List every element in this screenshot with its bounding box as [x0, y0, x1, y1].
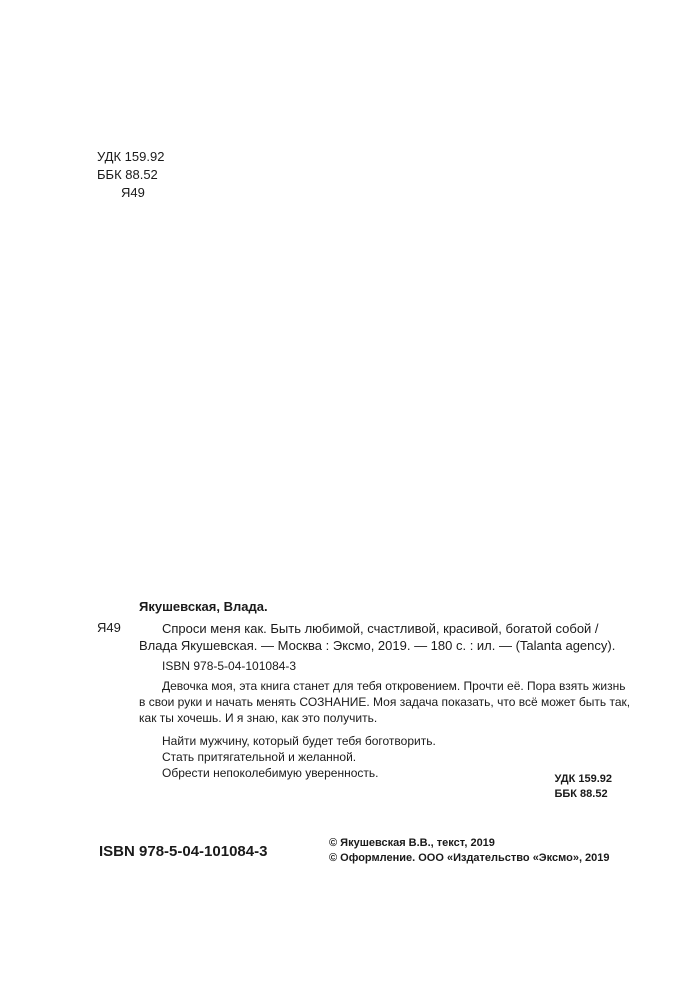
catalog-title-line-2: Влада Якушевская. — Москва : Эксмо, 2019. — 180 с. : ил. — (Talanta agency). [139, 638, 616, 653]
annotation-line-2: в свои руки и начать менять СОЗНАНИЕ. Моя задача показать, что всё может быть так, [139, 695, 631, 709]
catalog-isbn: ISBN 978-5-04-101084-3 [162, 659, 297, 673]
copyright-text: © Якушевская В.В., текст, 2019 [329, 837, 495, 849]
isbn-footer: ISBN 978-5-04-101084-3 [99, 843, 268, 860]
promise-item: Обрести непоколебимую уверенность. [162, 766, 379, 780]
annotation-paragraph [139, 678, 631, 726]
bbk-code-bottom: ББК 88.52 [554, 788, 608, 800]
udk-code-bottom: УДК 159.92 [554, 773, 612, 785]
catalog-author-sign: Я49 [97, 620, 121, 635]
catalog-title-block [139, 620, 616, 654]
promises-list [162, 733, 436, 781]
bbk-code: ББК 88.52 [97, 167, 158, 182]
copyright-design: © Оформление. ООО «Издательство «Эксмо», 2019 [329, 852, 610, 864]
bottom-classification-codes [554, 772, 612, 802]
udk-code: УДК 159.92 [97, 149, 165, 164]
promise-item: Стать притягательной и желанной. [162, 750, 357, 764]
annotation-line-3: как ты хочешь. И я знаю, как это получить. [139, 711, 378, 725]
author-sign: Я49 [121, 185, 145, 200]
catalog-title-line-1: Спроси меня как. Быть любимой, счастливой, красивой, богатой собой / [162, 621, 599, 636]
top-classification-codes [97, 148, 164, 202]
copyright-block [329, 836, 610, 866]
promise-item: Найти мужчину, который будет тебя боготворить. [162, 734, 436, 748]
catalog-author: Якушевская, Влада. [139, 599, 268, 614]
annotation-line-1: Девочка моя, эта книга станет для тебя откровением. Прочти её. Пора взять жизнь [162, 679, 626, 693]
